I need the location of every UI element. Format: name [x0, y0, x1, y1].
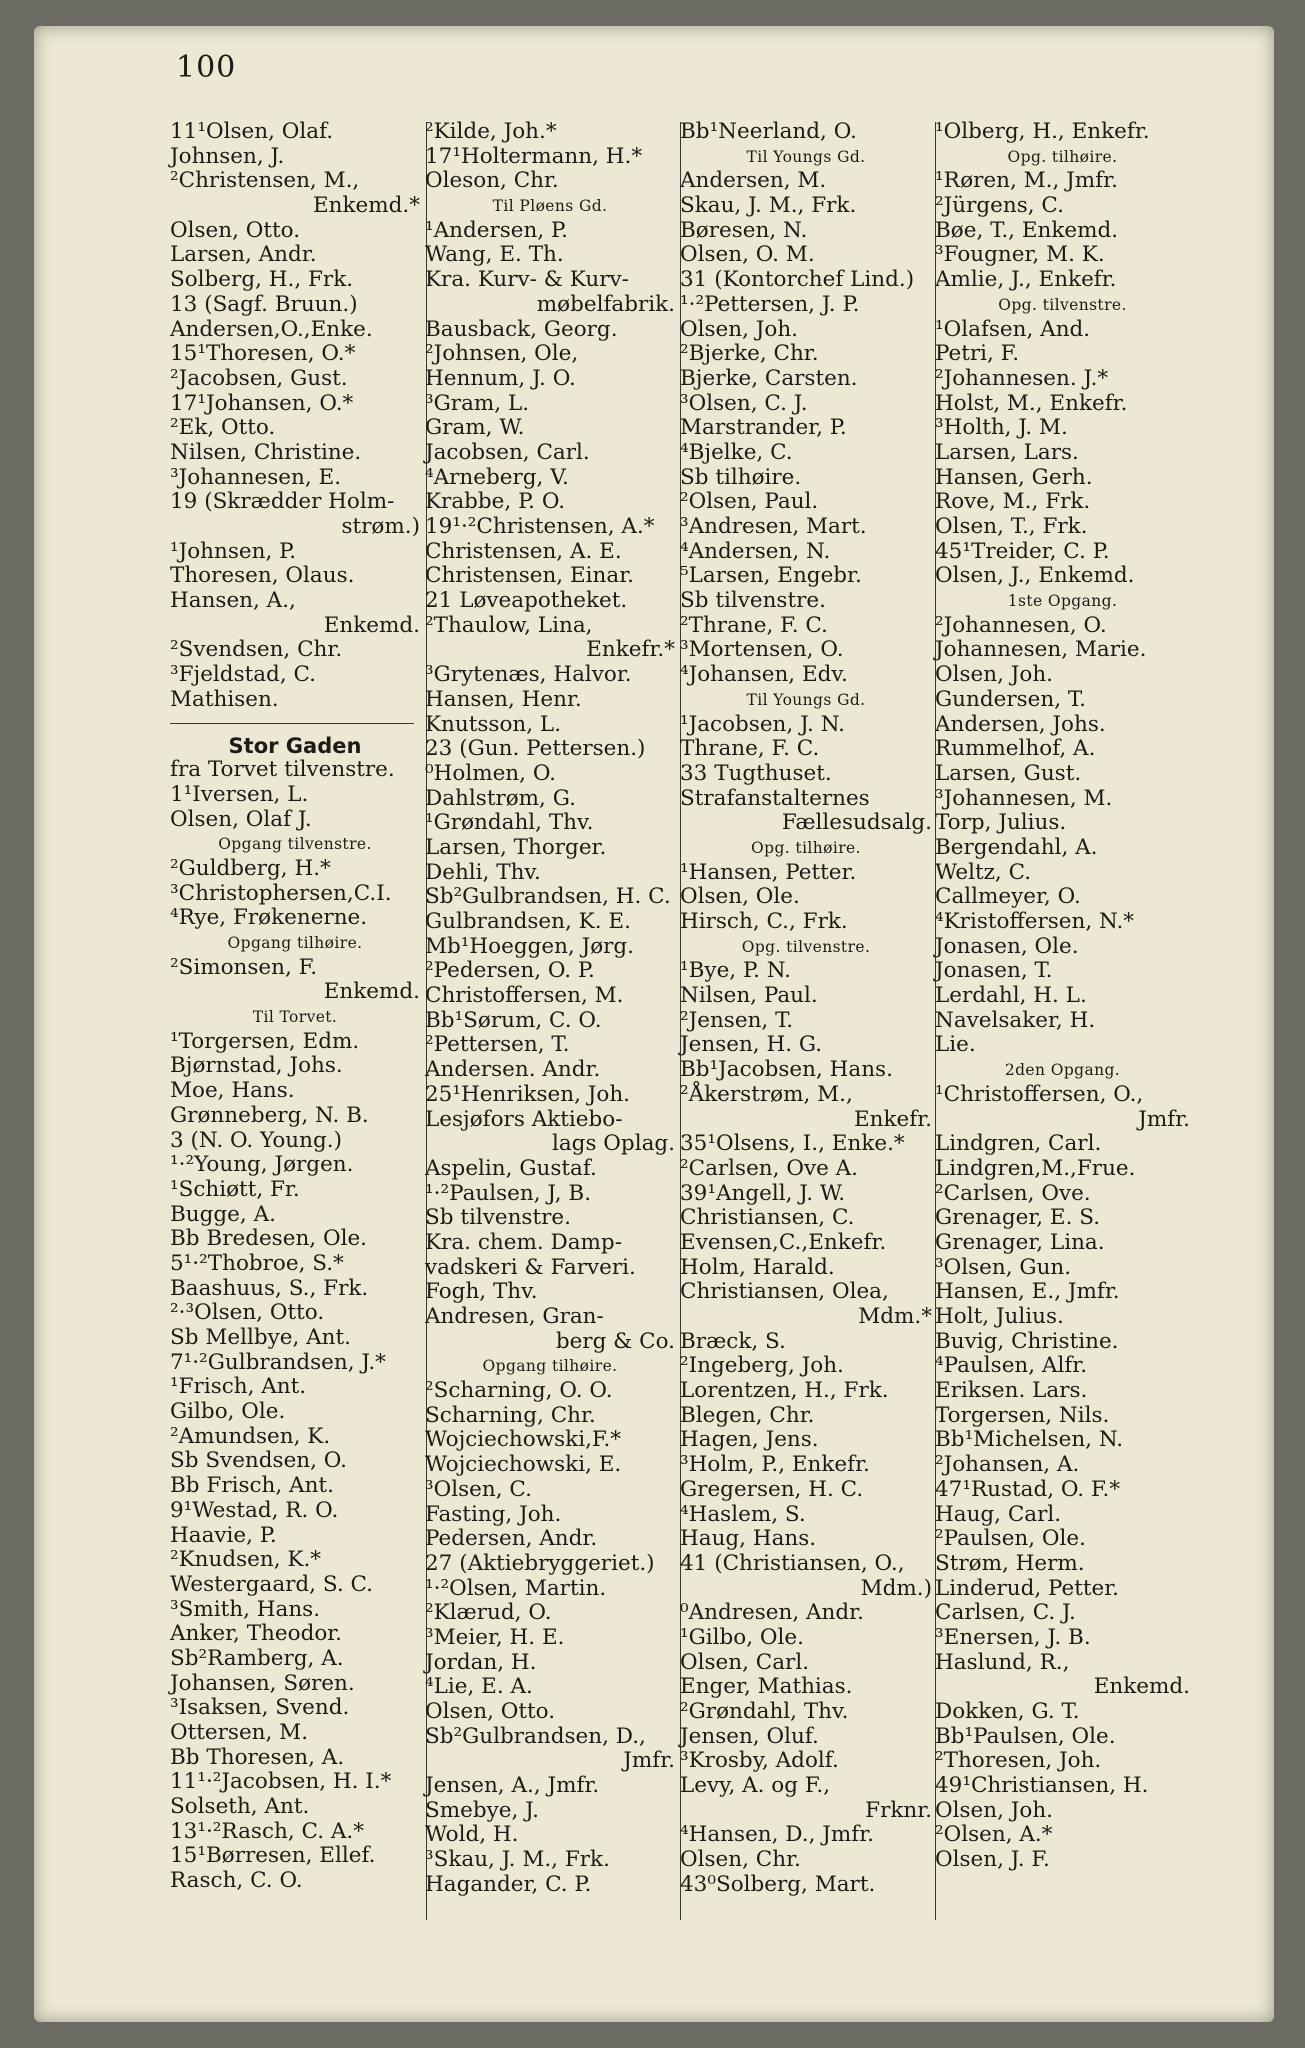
directory-entry: Wang, E. Th. [425, 242, 564, 268]
directory-entry: ³Andresen, Mart. [680, 514, 867, 539]
directory-entry: ²Thoresen, Joh. [935, 1748, 1102, 1774]
directory-entry: Bb¹Neerland, O. [680, 119, 857, 144]
directory-entry: ²Ek, Otto. [170, 415, 276, 441]
directory-entry: ³Gram, L. [425, 390, 530, 416]
directory-entry: ²Grøndahl, Thv. [680, 1699, 849, 1724]
directory-entry: ¹·²Young, Jørgen. [170, 1152, 354, 1178]
directory-entry: Børesen, N. [680, 217, 808, 243]
directory-entry: Strafanstalternes [680, 785, 870, 811]
directory-entry: ²Olsen, A.* [935, 1822, 1053, 1848]
directory-entry: Solberg, H., Frk. [170, 267, 354, 293]
directory-entry: Larsen, Thorger. [425, 834, 607, 860]
directory-entry: Lerdahl, H. L. [935, 983, 1087, 1009]
directory-entry: ¹Bye, P. N. [680, 958, 792, 984]
directory-entry: 39¹Angell, J. W. [680, 1180, 846, 1206]
directory-entry: ³Krosby, Adolf. [680, 1748, 839, 1774]
directory-entry: Jmfr. [1138, 1106, 1190, 1132]
directory-column-2 [425, 120, 675, 1898]
section-subheading: Opg. tilhøire. [751, 838, 861, 857]
directory-entry: Lie. [935, 1032, 976, 1058]
directory-entry: 31 (Kontorchef Lind.) [680, 267, 915, 293]
directory-entry: Navelsaker, H. [935, 1007, 1096, 1033]
directory-entry: Lesjøfors Aktiebo- [425, 1106, 623, 1132]
directory-entry: Lindgren,M.,Frue. [935, 1155, 1136, 1181]
directory-entry: Anker, Theodor. [170, 1621, 343, 1647]
directory-entry: Moe, Hans. [170, 1078, 295, 1104]
directory-entry: ³Isaksen, Svend. [170, 1695, 350, 1721]
directory-entry: Andersen, M. [680, 168, 827, 194]
directory-entry: Enkefr.* [586, 637, 675, 663]
directory-entry: Buvig, Christine. [935, 1328, 1119, 1354]
directory-entry: ⁴Lie, E. A. [425, 1674, 533, 1700]
directory-entry: Enger, Mathias. [680, 1674, 853, 1700]
directory-entry: Jacobsen, Carl. [425, 439, 590, 465]
directory-entry: Lorentzen, H., Frk. [680, 1378, 889, 1404]
directory-entry: 17¹Johansen, O.* [170, 390, 354, 416]
directory-entry: ¹Johnsen, P. [170, 538, 297, 564]
directory-entry: ³Fjeldstad, C. [170, 662, 317, 688]
directory-entry: Johansen, Søren. [170, 1670, 355, 1696]
directory-entry: 13¹·²Rasch, C. A.* [170, 1818, 364, 1844]
directory-entry: Holt, Julius. [935, 1304, 1064, 1329]
section-subheading: Opgang tilvenstre. [218, 835, 372, 854]
directory-entry: ³Christophersen,C.I. [170, 880, 392, 906]
directory-entry: ²Scharning, O. O. [425, 1378, 613, 1404]
section-subheading: 2den Opgang. [1004, 1061, 1121, 1080]
directory-entry: Jonasen, Ole. [935, 933, 1079, 959]
directory-entry: Petri, F. [935, 341, 1020, 367]
directory-entry: Ottersen, M. [170, 1720, 309, 1745]
directory-entry: Bræck, S. [680, 1328, 786, 1354]
directory-entry: Fogh, Thv. [425, 1279, 538, 1305]
directory-entry: 11¹Olsen, Olaf. [170, 119, 334, 144]
directory-entry: 9¹Westad, R. O. [170, 1497, 339, 1523]
directory-entry: Bb¹Jacobsen, Hans. [680, 1057, 893, 1083]
directory-entry: ²Pettersen, T. [425, 1032, 570, 1058]
directory-entry: 7¹·²Gulbrandsen, J.* [170, 1349, 386, 1375]
directory-entry: Sb²Gulbrandsen, D., [425, 1723, 646, 1749]
directory-entry: Hansen, E., Jmfr. [935, 1279, 1120, 1305]
directory-entry: Thoresen, Olaus. [170, 563, 355, 589]
directory-entry: Christiansen, Olea, [680, 1279, 889, 1305]
directory-entry: 33 Tugthuset. [680, 760, 832, 786]
directory-entry: Haug, Hans. [680, 1526, 817, 1552]
directory-entry: ⁴Andersen, N. [680, 538, 831, 564]
directory-entry: Strøm, Herm. [935, 1550, 1085, 1576]
directory-entry: Mathisen. [170, 686, 279, 712]
directory-entry: ³Skau, J. M., Frk. [425, 1847, 610, 1873]
directory-entry: ³Holth, J. M. [935, 415, 1068, 441]
directory-entry: 15¹Thoresen, O.* [170, 341, 356, 367]
directory-entry: Bjørnstad, Johs. [170, 1053, 343, 1079]
directory-entry: Evensen,C.,Enkefr. [680, 1229, 887, 1255]
directory-entry: ²Carlsen, Ove. [935, 1180, 1091, 1206]
directory-entry: Bb Thoresen, A. [170, 1744, 345, 1770]
directory-entry: Andersen, Johs. [935, 711, 1106, 737]
directory-entry: ²Johnsen, Ole, [425, 341, 579, 367]
directory-entry: Rove, M., Frk. [935, 489, 1091, 515]
directory-entry: ³Grytenæs, Halvor. [425, 662, 632, 688]
directory-entry: Olsen, Olaf J. [170, 806, 312, 832]
directory-entry: 43⁰Solberg, Mart. [680, 1871, 876, 1897]
directory-entry: Grønneberg, N. B. [170, 1102, 369, 1128]
directory-entry: 35¹Olsens, I., Enke.* [680, 1131, 905, 1157]
directory-entry: Andersen. Andr. [425, 1057, 601, 1083]
directory-entry: Bb¹Sørum, C. O. [425, 1007, 602, 1033]
directory-entry: ¹Torgersen, Edm. [170, 1028, 360, 1054]
directory-entry: Olsen, Ole. [680, 884, 800, 910]
directory-entry: Jensen, A., Jmfr. [425, 1773, 600, 1799]
directory-entry: ³Smith, Hans. [170, 1596, 321, 1622]
directory-entry: Johannesen, Marie. [935, 637, 1147, 663]
directory-column-3 [680, 120, 932, 1898]
directory-entry: 5¹·²Thobroe, S.* [170, 1250, 344, 1276]
directory-entry: Holst, M., Enkefr. [935, 390, 1128, 416]
directory-entry: Nilsen, Paul. [680, 983, 818, 1009]
directory-entry: Gregersen, H. C. [680, 1476, 864, 1502]
directory-entry: Olsen, Carl. [680, 1649, 810, 1675]
directory-entry: ²Jacobsen, Gust. [170, 365, 348, 391]
directory-entry: Bausback, Georg. [425, 316, 618, 342]
directory-entry: ¹Jacobsen, J. N. [680, 711, 845, 737]
directory-entry: Marstrander, P. [680, 415, 847, 441]
directory-entry: Olsen, Otto. [425, 1699, 556, 1724]
directory-entry: ⁴Arneberg, V. [425, 464, 569, 490]
directory-entry: Hennum, J. O. [425, 365, 576, 391]
directory-entry: 1¹Iversen, L. [170, 781, 309, 807]
directory-entry: ²Johannesen, O. [935, 612, 1107, 638]
directory-entry: 11¹·²Jacobsen, H. I.* [170, 1769, 392, 1795]
directory-entry: ⁰Holmen, O. [425, 760, 557, 786]
directory-entry: 23 (Gun. Pettersen.) [425, 736, 646, 762]
directory-entry: Kra. Kurv- & Kurv- [425, 267, 629, 293]
directory-entry: Sb²Ramberg, A. [170, 1645, 344, 1671]
directory-entry: ²Olsen, Paul. [680, 489, 819, 515]
directory-entry: 13 (Sagf. Bruun.) [170, 291, 358, 317]
directory-entry: Bb Bredesen, Ole. [170, 1226, 368, 1252]
directory-entry: Olsen, O. M. [680, 242, 815, 268]
section-subheading: 1ste Opgang. [1007, 592, 1118, 611]
directory-entry: Bb Frisch, Ant. [170, 1473, 334, 1499]
section-divider [170, 713, 414, 724]
directory-entry: Eriksen. Lars. [935, 1378, 1088, 1404]
directory-entry: Bb¹Michelsen, N. [935, 1427, 1124, 1453]
directory-entry: Amlie, J., Enkefr. [935, 267, 1117, 293]
directory-entry: Hirsch, C., Frk. [680, 909, 848, 934]
directory-entry: Bugge, A. [170, 1201, 276, 1227]
directory-entry: Sb tilvenstre. [680, 588, 826, 614]
directory-entry: Enkemd.* [312, 193, 420, 219]
directory-entry: 15¹Børresen, Ellef. [170, 1843, 376, 1869]
directory-entry: ¹·²Paulsen, J, B. [425, 1180, 592, 1206]
directory-entry: Christiansen, C. [680, 1205, 855, 1231]
directory-entry: Fasting, Joh. [425, 1501, 562, 1527]
directory-entry: Lindgren, Carl. [935, 1131, 1102, 1157]
directory-entry: ³Olsen, Gun. [935, 1254, 1072, 1280]
directory-entry: Frknr. [865, 1797, 932, 1823]
directory-entry: Gilbo, Ole. [170, 1399, 286, 1425]
directory-entry: ³Johannesen, E. [170, 464, 342, 490]
directory-entry: Sb Svendsen, O. [170, 1448, 348, 1474]
directory-entry: ²Guldberg, H.* [170, 855, 331, 881]
directory-entry: Dehli, Thv. [425, 859, 541, 885]
directory-entry: Thrane, F. C. [680, 736, 820, 762]
directory-entry: ²Klærud, O. [425, 1600, 552, 1626]
directory-entry: Enkemd. [323, 979, 420, 1005]
directory-entry: Dokken, G. T. [935, 1699, 1080, 1724]
directory-entry: Sb tilvenstre. [425, 1205, 571, 1231]
directory-entry: 45¹Treider, C. P. [935, 538, 1110, 564]
directory-entry: ¹Grøndahl, Thv. [425, 810, 594, 836]
directory-entry: Olsen, Joh. [680, 316, 799, 342]
directory-entry: Callmeyer, O. [935, 884, 1081, 910]
directory-entry: Mdm.) [860, 1575, 932, 1601]
directory-entry: Hagander, C. P. [425, 1871, 592, 1897]
directory-entry: Kra. chem. Damp- [425, 1229, 622, 1255]
directory-entry: Andersen,O.,Enke. [170, 316, 373, 342]
directory-entry: ³Mortensen, O. [680, 637, 844, 663]
directory-entry: ¹·²Pettersen, J. P. [680, 291, 860, 317]
directory-entry: Wojciechowski,F.* [425, 1427, 622, 1453]
directory-entry: ¹Røren, M., Jmfr. [935, 168, 1118, 194]
directory-entry: Haslund, R., [935, 1649, 1070, 1675]
directory-entry: ¹Olafsen, And. [935, 316, 1091, 342]
directory-entry: ³Meier, H. E. [425, 1624, 565, 1650]
directory-entry: Rummelhof, A. [935, 736, 1096, 762]
directory-entry: Torp, Julius. [935, 810, 1067, 836]
directory-entry: Weltz, C. [935, 859, 1032, 885]
section-subheading: Til Torvet. [252, 1008, 338, 1027]
directory-entry: ²·³Olsen, Otto. [170, 1300, 325, 1326]
directory-entry: 19¹·²Christensen, A.* [425, 514, 655, 539]
directory-entry: Hansen, Henr. [425, 686, 582, 712]
directory-entry: ¹·²Olsen, Martin. [425, 1575, 607, 1601]
section-subheading: Opg. tilvenstre. [741, 937, 871, 956]
directory-entry: Sb²Gulbrandsen, H. C. [425, 884, 671, 910]
directory-entry: ⁰Andresen, Andr. [680, 1600, 864, 1626]
directory-entry: ³Holm, P., Enkefr. [680, 1452, 870, 1478]
directory-entry: 19 (Skrædder Holm- [170, 489, 395, 515]
directory-entry: Christensen, A. E. [425, 538, 622, 564]
directory-entry: 21 Løveapotheket. [425, 588, 628, 614]
directory-entry: Hansen, Gerh. [935, 464, 1093, 490]
directory-entry: Johnsen, J. [170, 143, 285, 169]
directory-entry: Skau, J. M., Frk. [680, 193, 857, 219]
directory-entry: Levy, A. og F., [680, 1773, 831, 1799]
directory-entry: 41 (Christiansen, O., [680, 1550, 905, 1576]
directory-entry: møbelfabrik. [536, 291, 675, 317]
directory-entry: Mdm.* [858, 1304, 932, 1329]
directory-entry: Jordan, H. [425, 1649, 537, 1675]
directory-entry: ³Fougner, M. K. [935, 242, 1105, 268]
directory-entry: ³Enersen, J. B. [935, 1624, 1091, 1650]
directory-entry: Wold, H. [425, 1822, 519, 1848]
section-subheading: Til Youngs Gd. [746, 690, 866, 709]
section-subheading: Opg. tilhøire. [1007, 147, 1118, 166]
directory-entry: ⁴Haslem, S. [680, 1501, 806, 1527]
directory-entry: 3 (N. O. Young.) [170, 1127, 342, 1153]
directory-entry: Bøe, T., Enkemd. [935, 217, 1119, 243]
directory-entry: ²Åkerstrøm, M., [680, 1081, 853, 1107]
directory-entry: strøm.) [341, 514, 420, 539]
directory-entry: ¹Hansen, Petter. [680, 859, 857, 885]
section-subheading: Til Pløens Gd. [492, 197, 608, 216]
directory-entry: Jensen, H. G. [680, 1032, 823, 1058]
section-subheading: Opgang tilhøire. [482, 1357, 618, 1376]
directory-entry: 27 (Aktiebryggeriet.) [425, 1550, 655, 1576]
directory-entry: Scharning, Chr. [425, 1402, 596, 1428]
directory-entry: berg & Co. [555, 1328, 675, 1354]
directory-entry: Larsen, Gust. [935, 760, 1082, 786]
directory-entry: Krabbe, P. O. [425, 489, 566, 515]
directory-entry: ²Jürgens, C. [935, 193, 1064, 219]
directory-entry: Olsen, Joh. [935, 662, 1054, 688]
directory-entry: Christensen, Einar. [425, 563, 634, 589]
directory-entry: Carlsen, C. J. [935, 1600, 1076, 1626]
directory-entry: ¹Andersen, P. [425, 217, 568, 243]
directory-entry: Olsen, Joh. [935, 1797, 1054, 1823]
directory-entry: Enkefr. [853, 1106, 932, 1132]
directory-entry: ⁴Rye, Frøkenerne. [170, 905, 368, 931]
directory-entry: Jonasen, T. [935, 958, 1053, 984]
directory-entry: Hagen, Jens. [680, 1427, 819, 1453]
directory-entry: Christoffersen, M. [425, 983, 624, 1009]
directory-entry: Solseth, Ant. [170, 1794, 310, 1820]
directory-entry: Knutsson, L. [425, 711, 562, 737]
directory-entry: Grenager, Lina. [935, 1229, 1105, 1255]
directory-entry: Jensen, Oluf. [680, 1723, 819, 1749]
directory-entry: ²Johansen, A. [935, 1452, 1080, 1478]
directory-entry: ²Johannesen. J.* [935, 365, 1109, 391]
directory-entry: ¹Olberg, H., Enkefr. [935, 119, 1150, 144]
directory-entry: ¹Christoffersen, O., [935, 1081, 1144, 1107]
directory-entry: ²Amundsen, K. [170, 1423, 331, 1449]
directory-entry: ⁴Paulsen, Alfr. [935, 1353, 1088, 1379]
directory-entry: ²Carlsen, Ove A. [680, 1155, 859, 1181]
directory-entry: ¹Frisch, Ant. [170, 1374, 307, 1400]
directory-entry: Andresen, Gran- [425, 1304, 604, 1329]
directory-entry: Sb tilhøire. [680, 464, 802, 490]
directory-entry: ³Olsen, C. [425, 1476, 532, 1502]
directory-entry: Blegen, Chr. [680, 1402, 815, 1428]
directory-entry: Gram, W. [425, 415, 525, 441]
directory-entry: ⁵Larsen, Engebr. [680, 563, 862, 589]
directory-entry: ²Thrane, F. C. [680, 612, 828, 638]
directory-entry: Bjerke, Carsten. [680, 365, 858, 391]
street-heading: Stor Gaden [228, 733, 362, 758]
directory-entry: Fællesudsalg. [781, 810, 932, 836]
directory-entry: ¹Schiøtt, Fr. [170, 1176, 300, 1202]
directory-entry: lags Oplag. [551, 1131, 675, 1157]
directory-entry: Smebye, J. [425, 1797, 539, 1823]
directory-entry: Larsen, Andr. [170, 242, 317, 268]
directory-entry: Oleson, Chr. [425, 168, 559, 194]
directory-entry: ³Johannesen, M. [935, 785, 1113, 811]
directory-entry: Haug, Carl. [935, 1501, 1062, 1527]
section-subheading: Opgang tilhøire. [227, 934, 363, 952]
directory-entry: ⁴Hansen, D., Jmfr. [680, 1822, 874, 1848]
directory-entry: Olsen, J. F. [935, 1847, 1050, 1873]
directory-entry: Grenager, E. S. [935, 1205, 1101, 1231]
page-number: 100 [176, 50, 237, 85]
directory-entry: 17¹Holtermann, H.* [425, 143, 643, 169]
directory-entry: Nilsen, Christine. [170, 439, 362, 465]
directory-entry: Enkemd. [323, 612, 420, 638]
directory-entry: 25¹Henriksen, Joh. [425, 1081, 630, 1107]
directory-entry: ²Jensen, T. [680, 1007, 794, 1033]
directory-entry: ¹Gilbo, Ole. [680, 1624, 804, 1650]
directory-entry: ³Olsen, C. J. [680, 390, 808, 416]
directory-entry: Baashuus, S., Frk. [170, 1275, 369, 1301]
directory-entry: Dahlstrøm, G. [425, 785, 576, 811]
directory-entry: ²Simonsen, F. [170, 954, 318, 980]
directory-entry: Olsen, T., Frk. [935, 514, 1088, 539]
directory-entry: Gundersen, T. [935, 686, 1086, 712]
section-subheading: Opg. tilvenstre. [998, 295, 1127, 314]
directory-entry: Torgersen, Nils. [935, 1402, 1110, 1428]
directory-entry: ²Pedersen, O. P. [425, 958, 595, 984]
directory-entry: ²Paulsen, Ole. [935, 1526, 1086, 1552]
directory-entry: ²Thaulow, Lina, [425, 612, 593, 638]
directory-entry: ⁴Johansen, Edv. [680, 662, 848, 688]
directory-entry: Rasch, C. O. [170, 1868, 303, 1894]
directory-entry: Wojciechowski, E. [425, 1452, 622, 1478]
directory-entry: Aspelin, Gustaf. [425, 1155, 597, 1181]
directory-entry: ²Svendsen, Chr. [170, 637, 343, 663]
section-subheading: Til Youngs Gd. [746, 147, 866, 166]
directory-entry: Westergaard, S. C. [170, 1571, 374, 1597]
directory-entry: Larsen, Lars. [935, 439, 1079, 465]
directory-entry: Pedersen, Andr. [425, 1526, 598, 1552]
directory-entry: Gulbrandsen, K. E. [425, 909, 631, 934]
directory-entry: Olsen, Chr. [680, 1847, 801, 1873]
directory-entry: 49¹Christiansen, H. [935, 1773, 1149, 1799]
directory-entry: 47¹Rustad, O. F.* [935, 1476, 1121, 1502]
directory-entry: Mb¹Hoeggen, Jørg. [425, 933, 635, 959]
directory-entry: ⁴Kristoffersen, N.* [935, 909, 1135, 934]
directory-entry: Sb Mellbye, Ant. [170, 1325, 351, 1350]
directory-entry: Olsen, Otto. [170, 217, 301, 243]
directory-entry: Linderud, Petter. [935, 1575, 1120, 1601]
directory-column-4 [935, 120, 1190, 1873]
directory-entry: Hansen, A., [170, 588, 296, 614]
directory-entry: Jmfr. [623, 1748, 675, 1774]
directory-entry: ²Knudsen, K.* [170, 1547, 322, 1573]
directory-column-1 [170, 120, 420, 1894]
directory-entry: ²Ingeberg, Joh. [680, 1353, 844, 1379]
directory-entry: fra Torvet tilvenstre. [170, 757, 395, 783]
directory-entry: Holm, Harald. [680, 1254, 835, 1280]
directory-entry: ²Kilde, Joh.* [425, 119, 557, 144]
directory-entry: ²Christensen, M., [170, 168, 360, 194]
directory-entry: Haavie, P. [170, 1522, 277, 1548]
directory-entry: vadskeri & Farveri. [425, 1254, 636, 1280]
directory-entry: Bb¹Paulsen, Ole. [935, 1723, 1116, 1749]
directory-entry: Olsen, J., Enkemd. [935, 563, 1135, 589]
directory-entry: ²Bjerke, Chr. [680, 341, 819, 367]
directory-entry: Bergendahl, A. [935, 834, 1098, 860]
directory-entry: Enkemd. [1093, 1674, 1190, 1700]
directory-entry: ⁴Bjelke, C. [680, 439, 793, 465]
